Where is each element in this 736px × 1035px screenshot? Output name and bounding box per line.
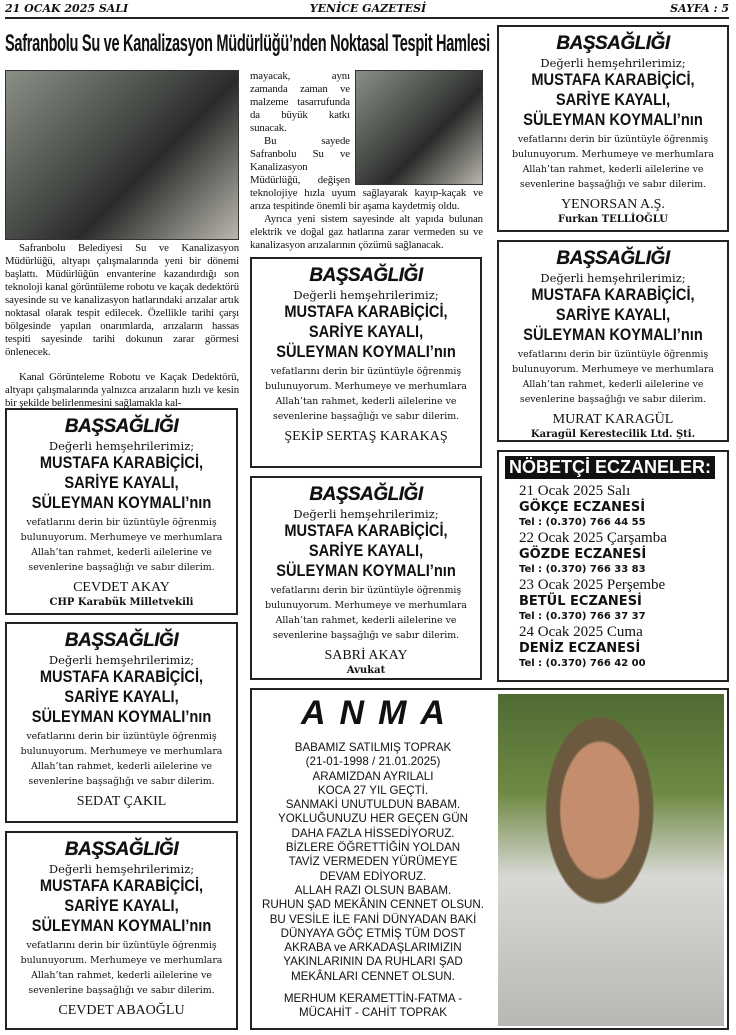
condolence-body-line: sevenlerine başsağlığı ve sabır dilerim. bbox=[272, 411, 460, 422]
pharmacy-box bbox=[497, 450, 729, 682]
condolence-title: BAŞSAĞLIĞI bbox=[309, 484, 423, 505]
anma-portrait-photo bbox=[498, 694, 724, 1026]
condolence-body-line: sevenlerine başsağlığı ve sabır dilerim. bbox=[272, 630, 460, 641]
deceased-name: MUSTAFA KARABİÇİCİ, bbox=[531, 70, 695, 89]
condolence-title: BAŞSAĞLIĞI bbox=[309, 265, 423, 286]
article-paragraph: Bu sayede Safranbolu Su ve Kanalizasyon Müdürlüğü, değişen teknolojiye hızla uyum sağlayarak kayıp-kaçak ve arıza tespitinde önemli bir aşama kaydetmiş oldu. bbox=[250, 135, 483, 212]
anma-line: DÜNYAYA GÖÇ ETMİŞ TÜM DOST bbox=[280, 926, 466, 940]
pharmacy-entry bbox=[519, 482, 721, 529]
deceased-name: SARİYE KAYALI, bbox=[308, 541, 424, 560]
pharmacy-date: 23 Ocak 2025 Perşembe bbox=[519, 577, 666, 593]
condolence-body-line: vefatlarını derin bir üzüntüyle öğrenmiş bbox=[517, 349, 709, 360]
anma-line: DEVAM EDİYORUZ. bbox=[319, 869, 427, 883]
deceased-name: SARİYE KAYALI, bbox=[64, 473, 179, 492]
deceased-name: SÜLEYMAN KOYMALI’nın bbox=[276, 561, 456, 580]
pharmacy-phone: Tel : (0.370) 766 44 55 bbox=[519, 517, 646, 528]
condolence-body-line: bulunuyorum. Merhumeye ve merhumlara bbox=[512, 364, 714, 375]
condolence-signer: SEDAT ÇAKIL bbox=[76, 794, 167, 809]
condolence-signer-title: Furkan TELLİOĞLU bbox=[558, 214, 668, 225]
condolence-body-line: bulunuyorum. Merhumeye ve merhumlara bbox=[512, 149, 714, 160]
header-date: 21 OCAK 2025 SALI bbox=[5, 2, 129, 15]
condolence-greeting: Değerli hemşehrilerimiz; bbox=[48, 439, 195, 453]
condolence-signer-title: CHP Karabük Milletvekili bbox=[49, 597, 194, 608]
anma-line: MEKÂNLARI CENNET OLSUN. bbox=[290, 969, 456, 983]
condolence-signer: CEVDET ABAOĞLU bbox=[58, 1003, 185, 1018]
deceased-name: SÜLEYMAN KOYMALI’nın bbox=[31, 493, 212, 512]
pharmacy-entry bbox=[519, 623, 721, 670]
condolence-ad bbox=[250, 257, 482, 468]
pharmacy-entry bbox=[519, 576, 721, 623]
pharmacy-date: 21 Ocak 2025 Salı bbox=[519, 483, 631, 499]
anma-line: (21-01-1998 / 21.01.2025) bbox=[305, 755, 441, 769]
condolence-signer-title: Avukat bbox=[346, 665, 386, 676]
anma-line: RUHUN ŞAD MEKÂNIN CENNET OLSUN. bbox=[261, 898, 485, 912]
pharmacy-name: GÖKÇE ECZANESİ bbox=[519, 500, 646, 515]
anma-line: AKRABA ve ARKADAŞLARIMIZIN bbox=[284, 941, 462, 955]
deceased-name: MUSTAFA KARABİÇİCİ, bbox=[39, 667, 204, 686]
pharmacy-phone: Tel : (0.370) 766 37 37 bbox=[519, 611, 646, 622]
condolence-body-line: vefatlarını derin bir üzüntüyle öğrenmiş bbox=[517, 134, 709, 145]
condolence-body-line: Allah’tan rahmet, kederli ailelerine ve bbox=[31, 970, 212, 981]
pharmacy-phone: Tel : (0.370) 766 42 00 bbox=[519, 658, 646, 669]
condolence-greeting: Değerli hemşehrilerimiz; bbox=[48, 653, 195, 667]
article-paragraph: Kanal Görünteleme Robotu ve Kaçak Dedektörü, altyapı çalışmalarında yalnızca arızaların hızlı ve kesin bir şekilde belirlenmesini sağlamakla kal- bbox=[5, 371, 239, 409]
deceased-name: SARİYE KAYALI, bbox=[64, 896, 179, 915]
pharmacy-name: BETÜL ECZANESİ bbox=[519, 594, 642, 609]
deceased-name: SÜLEYMAN KOYMALI’nın bbox=[523, 110, 703, 129]
anma-signature: MÜCAHİT - CAHİT TOPRAK bbox=[299, 1006, 447, 1020]
condolence-title: BAŞSAĞLIĞI bbox=[64, 416, 179, 437]
pharmacy-date: 24 Ocak 2025 Cuma bbox=[519, 624, 643, 640]
pharmacy-phone: Tel : (0.370) 766 33 83 bbox=[519, 564, 646, 575]
condolence-signer: YENORSAN A.Ş. bbox=[561, 197, 665, 212]
condolence-ad bbox=[497, 240, 729, 442]
condolence-ad bbox=[5, 831, 238, 1030]
pharmacy-title: NÖBETÇİ ECZANELER: bbox=[505, 456, 715, 479]
anma-line: SANMAKİ UNUTULDUN BABAM. bbox=[285, 798, 461, 812]
deceased-name: SARİYE KAYALI, bbox=[308, 322, 424, 341]
condolence-body-line: vefatlarını derin bir üzüntüyle öğrenmiş bbox=[26, 731, 217, 742]
condolence-body-line: Allah’tan rahmet, kederli ailelerine ve bbox=[275, 615, 457, 626]
article-photo-officials bbox=[5, 70, 239, 240]
condolence-greeting: Değerli hemşehrilerimiz; bbox=[540, 271, 686, 285]
deceased-name: SÜLEYMAN KOYMALI’nın bbox=[31, 707, 212, 726]
deceased-name: MUSTAFA KARABİÇİCİ, bbox=[39, 876, 204, 895]
anma-line: ARAMIZDAN AYRILALI bbox=[312, 769, 434, 783]
condolence-title: BAŞSAĞLIĞI bbox=[556, 33, 670, 54]
condolence-title: BAŞSAĞLIĞI bbox=[64, 630, 179, 651]
condolence-greeting: Değerli hemşehrilerimiz; bbox=[293, 288, 439, 302]
anma-line: BU VESİLE İLE FANİ DÜNYADAN BAKİ bbox=[269, 912, 477, 926]
deceased-name: SÜLEYMAN KOYMALI’nın bbox=[523, 325, 703, 344]
deceased-name: MUSTAFA KARABİÇİCİ, bbox=[39, 453, 204, 472]
condolence-body-line: vefatlarını derin bir üzüntüyle öğrenmiş bbox=[270, 585, 462, 596]
deceased-name: SARİYE KAYALI, bbox=[555, 305, 671, 324]
header-paper-name: YENİCE GAZETESİ bbox=[309, 2, 427, 15]
deceased-name: MUSTAFA KARABİÇİCİ, bbox=[531, 285, 695, 304]
condolence-body-line: sevenlerine başsağlığı ve sabır dilerim. bbox=[28, 562, 215, 573]
pharmacy-name: GÖZDE ECZANESİ bbox=[519, 547, 647, 562]
article-title: Safranbolu Su ve Kanalizasyon Müdürlüğü’nden Noktasal Tespit Hamlesi bbox=[5, 30, 490, 57]
pharmacy-entry bbox=[519, 529, 721, 576]
condolence-body-line: Allah’tan rahmet, kederli ailelerine ve bbox=[31, 761, 212, 772]
condolence-greeting: Değerli hemşehrilerimiz; bbox=[293, 507, 439, 521]
condolence-title: BAŞSAĞLIĞI bbox=[556, 248, 670, 269]
condolence-body-line: sevenlerine başsağlığı ve sabır dilerim. bbox=[519, 179, 707, 190]
anma-line: BİZLERE ÖĞRETTİĞİN YOLDAN bbox=[285, 841, 461, 855]
article-photo-detector bbox=[355, 70, 483, 185]
condolence-ad bbox=[5, 622, 238, 823]
condolence-title: BAŞSAĞLIĞI bbox=[64, 839, 179, 860]
condolence-body-line: sevenlerine başsağlığı ve sabır dilerim. bbox=[519, 394, 707, 405]
pharmacy-date: 22 Ocak 2025 Çarşamba bbox=[519, 530, 667, 546]
condolence-ad bbox=[5, 408, 238, 615]
condolence-ad bbox=[497, 25, 729, 232]
pharmacy-name: DENİZ ECZANESİ bbox=[519, 641, 641, 656]
article-mid-text bbox=[250, 70, 483, 252]
header-page-number: SAYFA : 5 bbox=[670, 2, 729, 15]
anma-line: ALLAH RAZI OLSUN BABAM. bbox=[294, 883, 452, 897]
deceased-name: SÜLEYMAN KOYMALI’nın bbox=[276, 342, 456, 361]
condolence-signer-title: Karagül Kerestecilik Ltd. Şti. bbox=[530, 429, 696, 440]
condolence-signer: CEVDET AKAY bbox=[73, 580, 170, 595]
condolence-body-line: bulunuyorum. Merhumeye ve merhumlara bbox=[20, 746, 223, 757]
anma-line: BABAMIZ SATILMIŞ TOPRAK bbox=[294, 741, 452, 754]
condolence-body-line: Allah’tan rahmet, kederli ailelerine ve bbox=[522, 164, 704, 175]
condolence-body-line: bulunuyorum. Merhumeye ve merhumlara bbox=[20, 955, 223, 966]
condolence-ad bbox=[250, 476, 482, 680]
anma-line: YAKINLARININ DA RUHLARI ŞAD bbox=[283, 955, 463, 969]
condolence-body-line: sevenlerine başsağlığı ve sabır dilerim. bbox=[28, 776, 215, 787]
anma-line: KOCA 27 YIL GEÇTİ. bbox=[317, 783, 429, 797]
condolence-signer: SABRİ AKAY bbox=[324, 648, 408, 663]
condolence-greeting: Değerli hemşehrilerimiz; bbox=[48, 862, 195, 876]
condolence-greeting: Değerli hemşehrilerimiz; bbox=[540, 56, 686, 70]
anma-signature: MERHUM KERAMETTİN-FATMA - bbox=[283, 992, 463, 1006]
anma-line: TAVİZ VERMEDEN YÜRÜMEYE bbox=[288, 855, 458, 869]
deceased-name: SARİYE KAYALI, bbox=[555, 90, 671, 109]
condolence-body-line: bulunuyorum. Merhumeye ve merhumlara bbox=[265, 600, 467, 611]
article-left-text bbox=[5, 242, 239, 410]
article-paragraph: mayacak, aynı zamanda zaman ve malzeme tasarrufunda da büyük katkı sunacak. bbox=[250, 70, 350, 134]
article-paragraph: Safranbolu Belediyesi Su ve Kanalizasyon Müdürlüğü, altyapı çalışmalarında yeni bir dönemi başlattı. Müdürlüğün envanterine kazandırdığı son teknoloji kanal görüntüleme robotu ve kaçak dedektörü sayesinde su ve kanalizasyon hatlarındaki arızalar artık noktasal olarak tespit edilecek. Özellikle tarihi çarşı bölgesinde yapılan onarımlarda, arızaların hassas tespiti sayesinde tarihi dokunun zarar görmesi önlenecek. bbox=[5, 242, 239, 358]
anma-title: ANMA bbox=[301, 694, 459, 732]
condolence-body-line: Allah’tan rahmet, kederli ailelerine ve bbox=[275, 396, 457, 407]
condolence-body-line: vefatlarını derin bir üzüntüyle öğrenmiş bbox=[270, 366, 462, 377]
condolence-body-line: Allah’tan rahmet, kederli ailelerine ve bbox=[31, 547, 212, 558]
anma-line: DAHA FAZLA HİSSEDİYORUZ. bbox=[291, 826, 455, 840]
condolence-body-line: sevenlerine başsağlığı ve sabır dilerim. bbox=[28, 985, 215, 996]
header-divider bbox=[5, 17, 729, 19]
condolence-body-line: vefatlarını derin bir üzüntüyle öğrenmiş bbox=[26, 517, 217, 528]
deceased-name: MUSTAFA KARABİÇİCİ, bbox=[284, 521, 448, 540]
condolence-signer: ŞEKİP SERTAŞ KARAKAŞ bbox=[284, 429, 448, 444]
anma-line: YOKLUĞUNUZU HER GEÇEN GÜN bbox=[277, 812, 469, 826]
anma-box bbox=[250, 688, 729, 1030]
condolence-body-line: bulunuyorum. Merhumeye ve merhumlara bbox=[265, 381, 467, 392]
condolence-body-line: vefatlarını derin bir üzüntüyle öğrenmiş bbox=[26, 940, 217, 951]
deceased-name: SÜLEYMAN KOYMALI’nın bbox=[31, 916, 212, 935]
condolence-signer: MURAT KARAGÜL bbox=[552, 412, 674, 427]
article-paragraph: Ayrıca yeni sistem sayesinde alt yapıda bulunan elektrik ve doğal gaz hatlarına zarar vermeden su ve kanalizasyon arızalarının çözümü sağlanacak. bbox=[250, 213, 483, 251]
deceased-name: SARİYE KAYALI, bbox=[64, 687, 179, 706]
condolence-body-line: Allah’tan rahmet, kederli ailelerine ve bbox=[522, 379, 704, 390]
condolence-body-line: bulunuyorum. Merhumeye ve merhumlara bbox=[20, 532, 223, 543]
deceased-name: MUSTAFA KARABİÇİCİ, bbox=[284, 302, 448, 321]
